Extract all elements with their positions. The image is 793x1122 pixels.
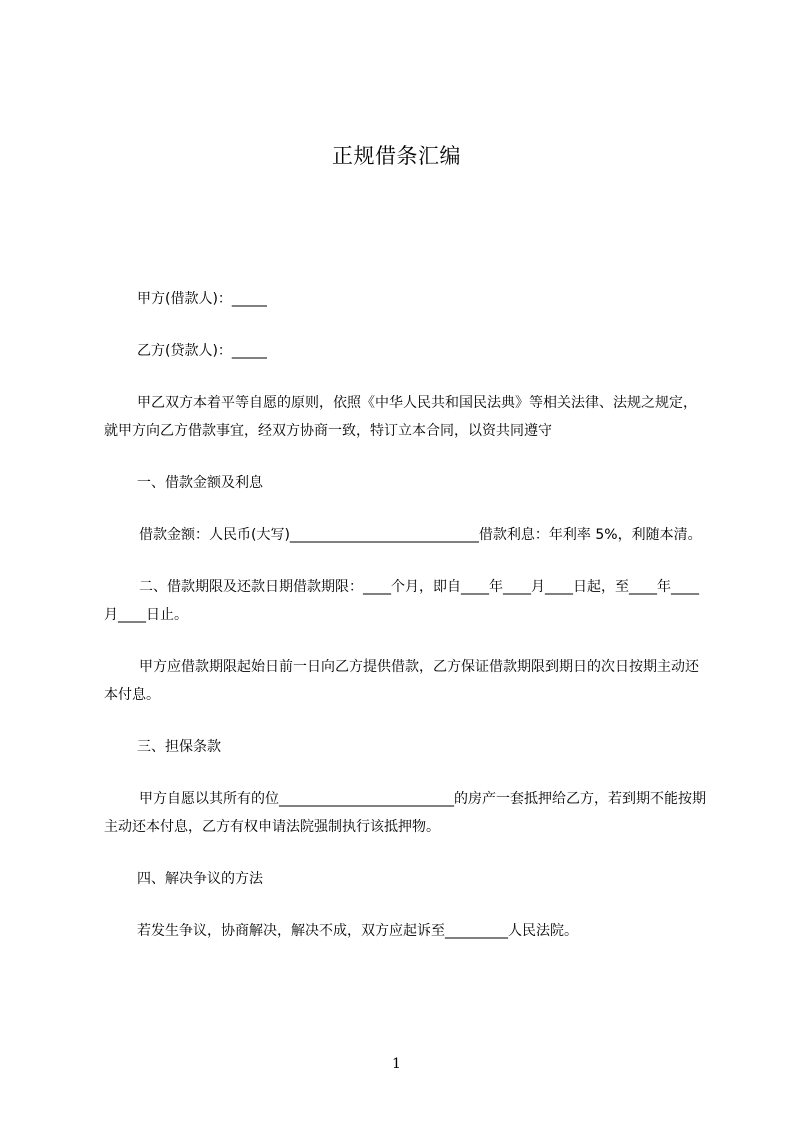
- guarantee-paragraph: 甲方自愿以其所有的位_________________________的房产一套抵押给乙方，若到期不能按期主动还本付息，乙方有权申请法院强制执行该抵押物。: [104, 791, 706, 835]
- repayment-paragraph: 甲方应借款期限起始日前一日向乙方提供借款，乙方保证借款期限到期日的次日按期主动还本付息。: [104, 659, 699, 703]
- document-body: [104, 285, 706, 945]
- loan-amount-paragraph: 借款金额：人民币(大写)___________________________借款利息：年利率 5%，利随本清。: [139, 527, 702, 543]
- section-heading-dispute: 四、解决争议的方法: [137, 871, 263, 887]
- page-number: 1: [392, 1056, 401, 1072]
- loan-term-paragraph: 二、借款期限及还款日期借款期限：____个月，即自____年____月____日起，至____年____月____日止。: [104, 579, 699, 623]
- section-heading-guarantee: 三、担保条款: [137, 739, 221, 755]
- dispute-paragraph: 若发生争议，协商解决，解决不成，双方应起诉至_________人民法院。: [137, 923, 578, 939]
- party-a-line: 甲方(借款人)：_____: [137, 291, 267, 307]
- preamble-paragraph: 甲乙双方本着平等自愿的原则，依照《中华人民共和国民法典》等相关法律、法规之规定，就甲方向乙方借款事宜，经双方协商一致，特订立本合同，以资共同遵守: [104, 395, 697, 439]
- party-b-line: 乙方(贷款人)：_____: [137, 343, 267, 359]
- document-title: 正规借条汇编: [332, 144, 461, 168]
- section-heading-loan-amount: 一、借款金额及利息: [137, 475, 263, 491]
